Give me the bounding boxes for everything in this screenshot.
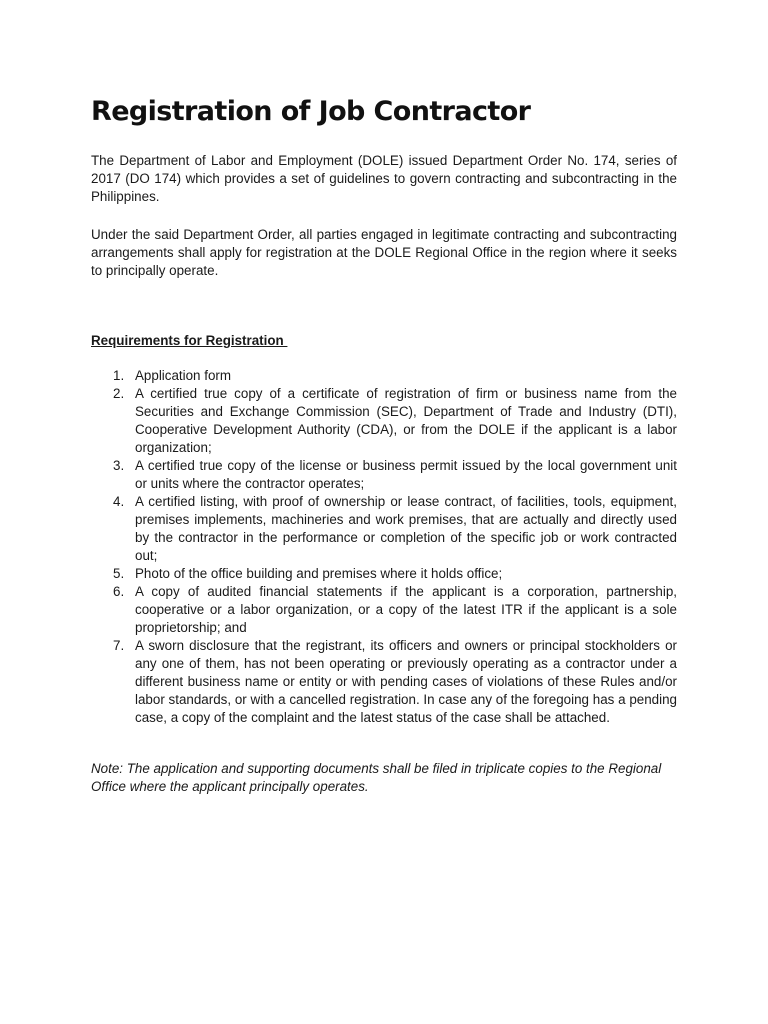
requirement-item xyxy=(91,367,677,385)
filing-note: Note: The application and supporting documents shall be filed in triplicate copies to the Regional Office where the applicant principally operates. xyxy=(91,761,662,794)
requirement-text: A copy of audited financial statements if the applicant is a corporation, partnership, cooperative or a labor organization, or a copy of the latest ITR if the applicant is a sole proprietorship; and xyxy=(135,584,677,635)
requirement-item xyxy=(91,493,677,565)
requirement-number: 1. xyxy=(113,368,125,383)
requirements-heading: Requirements for Registration xyxy=(91,333,288,348)
requirement-number: 7. xyxy=(113,638,125,653)
requirement-text: A certified true copy of the license or business permit issued by the local government unit or units where the contractor operates; xyxy=(135,458,677,491)
requirement-item xyxy=(91,457,677,493)
requirement-item xyxy=(91,385,677,457)
requirement-text: Photo of the office building and premises where it holds office; xyxy=(135,566,503,581)
requirement-number: 6. xyxy=(113,584,125,599)
requirement-text: A sworn disclosure that the registrant, its officers and owners or principal stockholders or any one of them, has not been operating or previously operating as a contractor under a different business name or entity or with pending cases of violations of these Rules and/or labor standards, or with a cancelled registration. In case any of the foregoing has a pending case, a copy of the complaint and the latest status of the case shall be attached. xyxy=(135,638,677,725)
document-title: Registration of Job Contractor xyxy=(91,96,531,127)
requirements-list xyxy=(91,367,677,727)
requirement-text: A certified listing, with proof of ownership or lease contract, of facilities, tools, equipment, premises implements, machineries and work premises, that are actually and directly used by the contractor in the performance or completion of the specific job or work contracted out; xyxy=(135,494,677,563)
requirement-text: Application form xyxy=(135,368,232,383)
requirement-item xyxy=(91,565,677,583)
scope-paragraph: Under the said Department Order, all parties engaged in legitimate contracting and subcontracting arrangements shall apply for registration at the DOLE Regional Office in the region where it seeks to principally operate. xyxy=(91,227,677,278)
intro-paragraph: The Department of Labor and Employment (DOLE) issued Department Order No. 174, series of 2017 (DO 174) which provides a set of guidelines to govern contracting and subcontracting in the Philippines. xyxy=(91,153,677,204)
requirement-number: 2. xyxy=(113,386,125,401)
requirement-item xyxy=(91,637,677,727)
requirement-item xyxy=(91,583,677,637)
requirement-number: 5. xyxy=(113,566,125,581)
requirement-number: 4. xyxy=(113,494,125,509)
requirement-text: A certified true copy of a certificate of registration of firm or business name from the Securities and Exchange Commission (SEC), Department of Trade and Industry (DTI), Cooperative Development Authority (CDA), or from the DOLE if the applicant is a labor organization; xyxy=(135,386,677,455)
requirement-number: 3. xyxy=(113,458,125,473)
